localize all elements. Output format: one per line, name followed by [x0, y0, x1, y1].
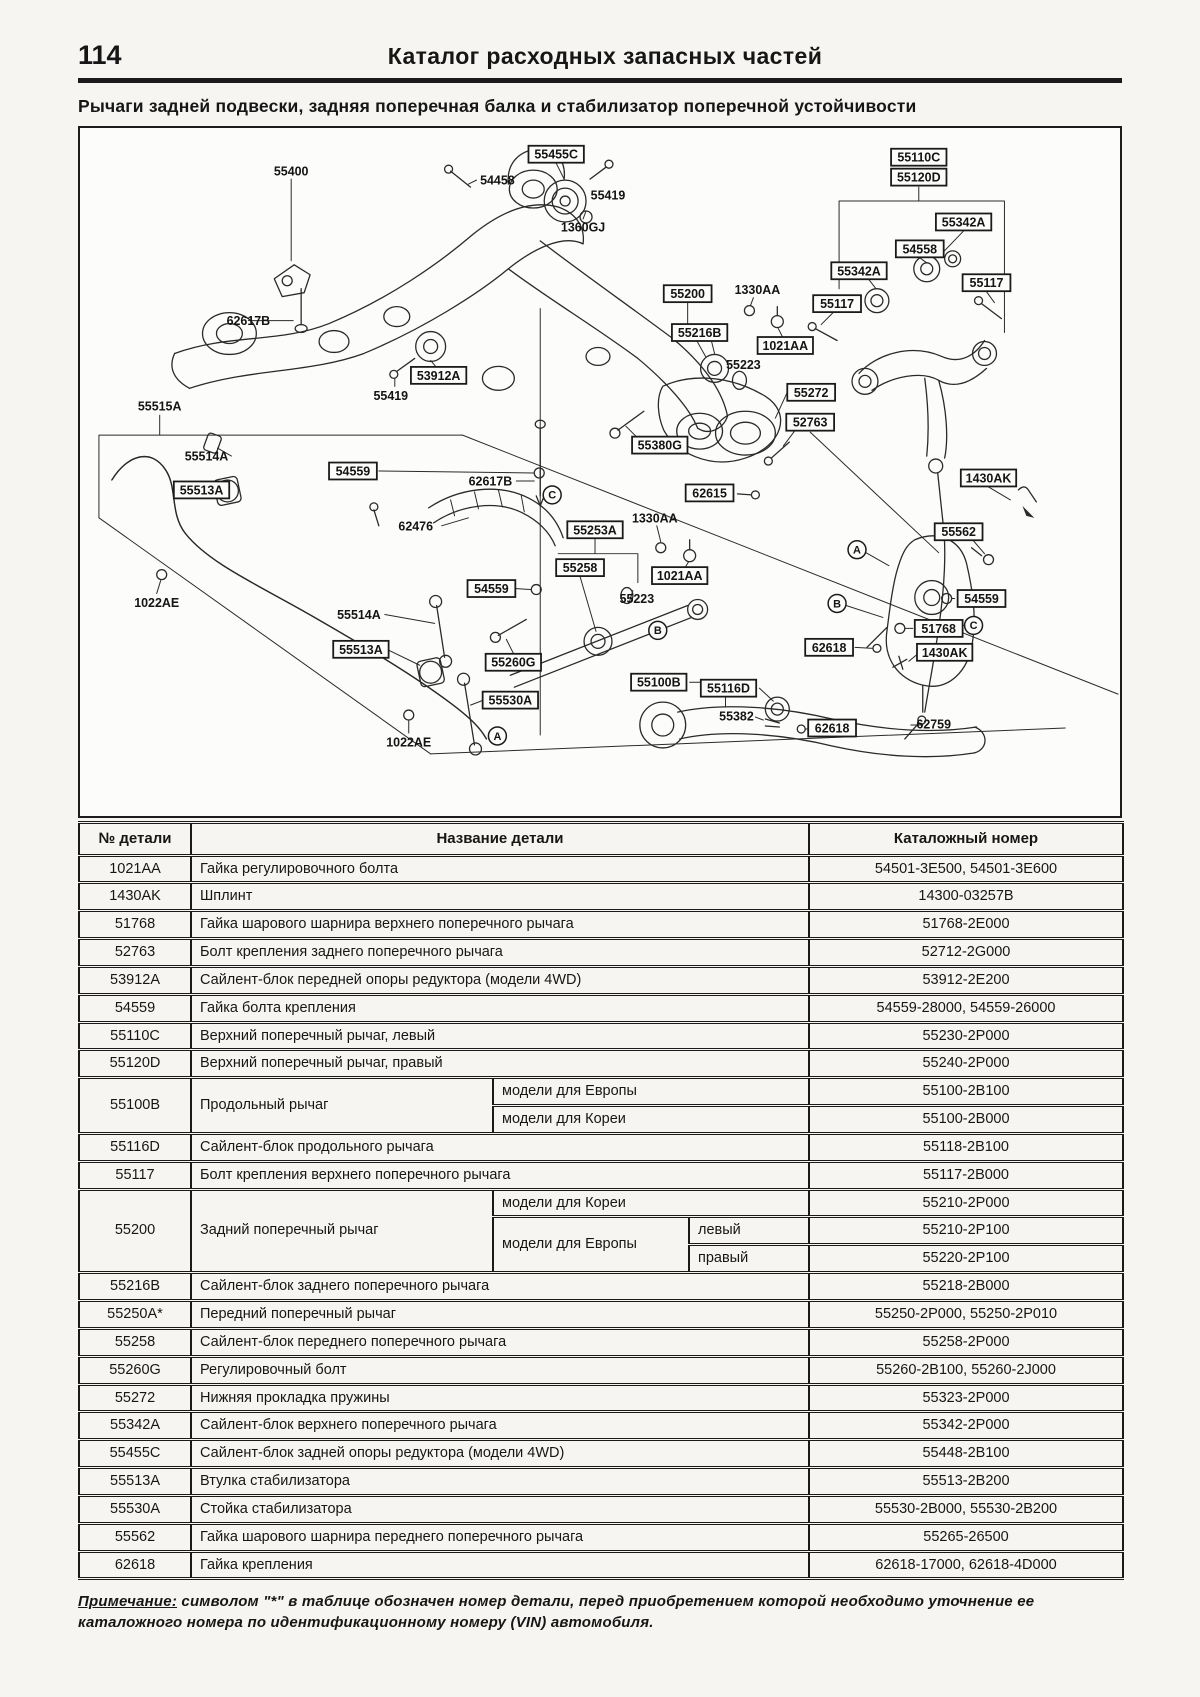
- svg-text:62617B: 62617B: [226, 314, 271, 329]
- part-code-cell: 14300-03257B: [809, 883, 1123, 911]
- part-name-cell: Сайлент-блок верхнего поперечного рычага: [191, 1412, 809, 1440]
- part-name-cell: Сайлент-блок задней опоры редуктора (модели 4WD): [191, 1440, 809, 1468]
- table-row: [79, 1189, 1123, 1217]
- part-id-cell: 55272: [79, 1384, 191, 1412]
- footnote-label: Примечание:: [78, 1593, 178, 1611]
- table-header-row: [79, 823, 1123, 856]
- part-label: [686, 484, 734, 501]
- footnote-text: символом "*" в таблице обозначен номер детали, перед приобретением которой необходимо уточнение ее каталожного номера по идентификационному номеру (VIN) автомобиля.: [78, 1593, 1035, 1632]
- svg-text:55260G: 55260G: [491, 655, 536, 670]
- part-label: [374, 389, 409, 403]
- part-label: [227, 314, 271, 328]
- table-row: [79, 966, 1123, 994]
- svg-text:C: C: [548, 489, 557, 502]
- table-row: [79, 1328, 1123, 1356]
- part-name-cell: Продольный рычаг: [191, 1078, 493, 1134]
- svg-text:55100B: 55100B: [636, 675, 681, 690]
- part-label: [958, 590, 1006, 607]
- svg-text:54559: 54559: [335, 464, 371, 479]
- svg-text:55258: 55258: [562, 561, 598, 576]
- svg-text:62617B: 62617B: [468, 474, 513, 489]
- part-label: [935, 523, 983, 540]
- part-code-cell: 55240-2P000: [809, 1050, 1123, 1078]
- page-header: [78, 40, 1122, 71]
- part-code-cell: 55118-2B100: [809, 1133, 1123, 1161]
- part-label: [831, 262, 886, 279]
- part-name-cell: Сайлент-блок переднего поперечного рычага: [191, 1328, 809, 1356]
- part-code-cell: 55260-2B100, 55260-2J000: [809, 1356, 1123, 1384]
- part-label: [134, 596, 179, 610]
- svg-text:B: B: [833, 598, 842, 611]
- part-label: [891, 169, 946, 186]
- part-label: [469, 474, 513, 488]
- part-label: [528, 146, 583, 163]
- part-code-cell: 55218-2B000: [809, 1273, 1123, 1301]
- svg-text:62618: 62618: [814, 721, 850, 736]
- svg-text:62615: 62615: [692, 486, 727, 501]
- part-label: [896, 240, 944, 257]
- part-code-cell: 55323-2P000: [809, 1384, 1123, 1412]
- svg-text:62476: 62476: [398, 519, 434, 534]
- svg-text:55419: 55419: [590, 188, 626, 203]
- part-id-cell: 55342A: [79, 1412, 191, 1440]
- svg-text:54559: 54559: [474, 582, 509, 597]
- svg-text:55380G: 55380G: [637, 438, 682, 453]
- part-id-cell: 54559: [79, 994, 191, 1022]
- view-marker-A: [848, 541, 866, 559]
- part-code-cell: 55100-2B100: [809, 1078, 1123, 1106]
- part-name-cell: Задний поперечный рычаг: [191, 1189, 493, 1273]
- table-row: [79, 1468, 1123, 1496]
- part-label: [333, 641, 388, 658]
- part-code-cell: 54501-3E500, 54501-3E600: [809, 855, 1123, 883]
- svg-text:62618: 62618: [811, 640, 847, 655]
- part-code-cell: 52712-2G000: [809, 939, 1123, 967]
- table-row: [79, 1273, 1123, 1301]
- part-label: [411, 367, 466, 384]
- part-id-cell: 1021AA: [79, 855, 191, 883]
- part-code-cell: 55117-2B000: [809, 1161, 1123, 1189]
- part-code-cell: 55265-26500: [809, 1523, 1123, 1551]
- svg-text:55382: 55382: [719, 709, 754, 724]
- svg-text:55530A: 55530A: [488, 693, 533, 708]
- part-label: [915, 620, 963, 637]
- part-name-cell: Гайка шарового шарнира верхнего поперечного рычага: [191, 911, 809, 939]
- svg-text:C: C: [969, 620, 978, 633]
- part-id-cell: 1430AK: [79, 883, 191, 911]
- column-header-part-id: № детали: [79, 823, 191, 856]
- svg-text:55419: 55419: [373, 388, 409, 403]
- part-label: [701, 680, 756, 697]
- part-label: [591, 189, 626, 203]
- view-marker-A: [488, 727, 506, 745]
- svg-text:1021AA: 1021AA: [656, 569, 703, 584]
- svg-text:52763: 52763: [792, 415, 828, 430]
- svg-text:55342A: 55342A: [941, 215, 986, 230]
- svg-text:1360GJ: 1360GJ: [560, 220, 606, 235]
- part-label: [917, 644, 972, 661]
- part-label: [483, 692, 538, 709]
- table-row: [79, 1078, 1123, 1106]
- part-id-cell: 62618: [79, 1551, 191, 1579]
- part-id-cell: 55258: [79, 1328, 191, 1356]
- part-label: [805, 639, 853, 656]
- part-code-cell: 55230-2P000: [809, 1022, 1123, 1050]
- svg-text:A: A: [853, 544, 861, 557]
- part-code-cell: 55100-2B000: [809, 1106, 1123, 1134]
- part-code-cell: 53912-2E200: [809, 966, 1123, 994]
- svg-text:55455C: 55455C: [534, 147, 578, 162]
- part-code-cell: 55513-2B200: [809, 1468, 1123, 1496]
- svg-text:51768: 51768: [921, 621, 956, 636]
- part-code-cell: 55210-2P000: [809, 1189, 1123, 1217]
- part-label: [936, 213, 991, 230]
- side-label-cell: правый: [689, 1245, 809, 1273]
- view-marker-C: [543, 486, 561, 504]
- part-id-cell: 55562: [79, 1523, 191, 1551]
- svg-text:1430AK: 1430AK: [921, 645, 968, 660]
- svg-text:53912A: 53912A: [416, 368, 461, 383]
- part-label: [961, 470, 1016, 487]
- part-name-cell: Передний поперечный рычаг: [191, 1301, 809, 1329]
- part-label: [274, 165, 309, 179]
- svg-text:55223: 55223: [726, 357, 761, 372]
- part-id-cell: 52763: [79, 939, 191, 967]
- part-label: [652, 567, 707, 584]
- part-label: [386, 735, 431, 749]
- part-label: [735, 283, 781, 297]
- svg-text:55253A: 55253A: [573, 523, 617, 538]
- table-row: [79, 1301, 1123, 1329]
- part-label: [787, 384, 835, 401]
- svg-text:55562: 55562: [941, 525, 976, 540]
- variant-label-cell: модели для Кореи: [493, 1106, 809, 1134]
- part-code-cell: 55448-2B100: [809, 1440, 1123, 1468]
- part-code-cell: 55250-2P000, 55250-2P010: [809, 1301, 1123, 1329]
- part-label: [672, 324, 727, 341]
- svg-text:55117: 55117: [820, 297, 855, 312]
- part-label: [620, 592, 655, 606]
- part-id-cell: 55100B: [79, 1078, 191, 1134]
- part-label: [556, 559, 604, 576]
- part-code-cell: 55210-2P100: [809, 1217, 1123, 1245]
- table-row: [79, 1022, 1123, 1050]
- part-label: [719, 710, 754, 724]
- column-header-catalog-number: Каталожный номер: [809, 823, 1123, 856]
- part-id-cell: 55216B: [79, 1273, 191, 1301]
- part-label: [664, 285, 712, 302]
- part-name-cell: Гайка шарового шарнира переднего поперечного рычага: [191, 1523, 809, 1551]
- part-label: [963, 274, 1011, 291]
- part-label: [480, 174, 515, 188]
- header-rule: [78, 78, 1122, 83]
- part-name-cell: Регулировочный болт: [191, 1356, 809, 1384]
- part-name-cell: Сайлент-блок продольного рычага: [191, 1133, 809, 1161]
- table-row: [79, 939, 1123, 967]
- part-label: [916, 718, 951, 732]
- part-name-cell: Верхний поперечный рычаг, левый: [191, 1022, 809, 1050]
- part-label: [758, 337, 813, 354]
- table-row: [79, 1495, 1123, 1523]
- svg-text:55110C: 55110C: [897, 150, 941, 165]
- table-row: [79, 1551, 1123, 1579]
- part-label: [398, 519, 433, 533]
- svg-text:55513A: 55513A: [339, 642, 383, 657]
- table-row: [79, 1133, 1123, 1161]
- svg-text:54458: 54458: [480, 173, 515, 188]
- svg-text:1330AA: 1330AA: [734, 283, 781, 298]
- svg-text:55117: 55117: [969, 276, 1004, 291]
- svg-text:55513A: 55513A: [179, 483, 224, 498]
- variant-label-cell: модели для Европы: [493, 1078, 809, 1106]
- svg-text:55120D: 55120D: [896, 170, 941, 185]
- table-row: [79, 994, 1123, 1022]
- variant-label-cell: модели для Кореи: [493, 1189, 809, 1217]
- svg-text:55342A: 55342A: [837, 264, 881, 279]
- part-label: [174, 481, 229, 498]
- part-label: [486, 654, 541, 671]
- diagram-frame: [78, 126, 1122, 818]
- part-label: [631, 674, 686, 691]
- part-name-cell: Гайка регулировочного болта: [191, 855, 809, 883]
- part-label: [891, 149, 946, 166]
- parts-diagram: [80, 128, 1120, 816]
- part-label: [726, 358, 761, 372]
- svg-text:55400: 55400: [273, 164, 309, 179]
- part-code-cell: 55220-2P100: [809, 1245, 1123, 1273]
- part-label: [329, 463, 377, 480]
- svg-text:55116D: 55116D: [707, 681, 750, 696]
- part-name-cell: Нижняя прокладка пружины: [191, 1384, 809, 1412]
- svg-text:54558: 54558: [902, 242, 938, 257]
- part-id-cell: 55117: [79, 1161, 191, 1189]
- part-code-cell: 55530-2B000, 55530-2B200: [809, 1495, 1123, 1523]
- part-label: [632, 437, 687, 454]
- variant-label-cell: модели для Европы: [493, 1217, 689, 1273]
- part-name-cell: Болт крепления заднего поперечного рычага: [191, 939, 809, 967]
- part-id-cell: 55110C: [79, 1022, 191, 1050]
- part-code-cell: 51768-2E000: [809, 911, 1123, 939]
- part-name-cell: Болт крепления верхнего поперечного рычага: [191, 1161, 809, 1189]
- part-id-cell: 55530A: [79, 1495, 191, 1523]
- part-name-cell: Гайка болта крепления: [191, 994, 809, 1022]
- svg-text:55223: 55223: [619, 591, 655, 606]
- part-name-cell: Сайлент-блок заднего поперечного рычага: [191, 1273, 809, 1301]
- svg-text:1022AE: 1022AE: [386, 735, 432, 750]
- svg-text:55200: 55200: [670, 287, 705, 302]
- svg-text:1021AA: 1021AA: [762, 338, 809, 353]
- page-number: 114: [78, 40, 122, 70]
- part-code-cell: 62618-17000, 62618-4D000: [809, 1551, 1123, 1579]
- table-row: [79, 1523, 1123, 1551]
- svg-text:A: A: [493, 730, 502, 743]
- part-name-cell: Втулка стабилизатора: [191, 1468, 809, 1496]
- table-row: [79, 1440, 1123, 1468]
- svg-text:55514A: 55514A: [337, 607, 381, 622]
- table-row: [79, 883, 1123, 911]
- svg-text:B: B: [653, 625, 662, 638]
- part-id-cell: 55513A: [79, 1468, 191, 1496]
- svg-text:54559: 54559: [964, 591, 999, 606]
- view-marker-B: [828, 595, 846, 613]
- part-id-cell: 53912A: [79, 966, 191, 994]
- part-code-cell: 54559-28000, 54559-26000: [809, 994, 1123, 1022]
- svg-text:1022AE: 1022AE: [134, 595, 180, 610]
- part-name-cell: Шплинт: [191, 883, 809, 911]
- table-row: [79, 855, 1123, 883]
- view-marker-C: [965, 616, 983, 634]
- part-id-cell: 55455C: [79, 1440, 191, 1468]
- part-label: [813, 295, 861, 312]
- part-label: [567, 521, 622, 538]
- part-label: [786, 414, 834, 431]
- svg-text:55514A: 55514A: [184, 449, 229, 464]
- table-row: [79, 1050, 1123, 1078]
- table-row: [79, 1356, 1123, 1384]
- side-label-cell: левый: [689, 1217, 809, 1245]
- part-id-cell: 55116D: [79, 1133, 191, 1161]
- part-id-cell: 55250A*: [79, 1301, 191, 1329]
- view-marker-B: [649, 621, 667, 639]
- svg-text:55515A: 55515A: [137, 399, 182, 414]
- part-id-cell: 55200: [79, 1189, 191, 1273]
- parts-table: [78, 821, 1124, 1580]
- table-row: [79, 1412, 1123, 1440]
- part-code-cell: 55258-2P000: [809, 1328, 1123, 1356]
- svg-text:62759: 62759: [916, 717, 952, 732]
- svg-text:1330AA: 1330AA: [631, 511, 678, 526]
- table-row: [79, 1384, 1123, 1412]
- part-label: [632, 511, 678, 525]
- part-code-cell: 55342-2P000: [809, 1412, 1123, 1440]
- header-title: Каталог расходных запасных частей: [387, 43, 823, 69]
- part-label: [337, 608, 381, 622]
- svg-text:55216B: 55216B: [677, 326, 722, 341]
- table-row: [79, 911, 1123, 939]
- part-label: [468, 580, 516, 597]
- part-label: [185, 450, 229, 464]
- column-header-part-name: Название детали: [191, 823, 809, 856]
- diagram-artwork: [99, 149, 1118, 757]
- table-row: [79, 1161, 1123, 1189]
- part-name-cell: Сайлент-блок передней опоры редуктора (модели 4WD): [191, 966, 809, 994]
- part-name-cell: Гайка крепления: [191, 1551, 809, 1579]
- part-id-cell: 55120D: [79, 1050, 191, 1078]
- svg-text:1430AK: 1430AK: [965, 471, 1012, 486]
- part-id-cell: 51768: [79, 911, 191, 939]
- part-id-cell: 55260G: [79, 1356, 191, 1384]
- part-label: [138, 400, 182, 414]
- footnote: [78, 1591, 1122, 1633]
- part-name-cell: Верхний поперечный рычаг, правый: [191, 1050, 809, 1078]
- part-label: [561, 220, 605, 234]
- part-label: [808, 720, 856, 737]
- part-name-cell: Стойка стабилизатора: [191, 1495, 809, 1523]
- section-title: Рычаги задней подвески, задняя поперечная балка и стабилизатор поперечной устойчивости: [78, 96, 917, 116]
- svg-text:55272: 55272: [793, 385, 829, 400]
